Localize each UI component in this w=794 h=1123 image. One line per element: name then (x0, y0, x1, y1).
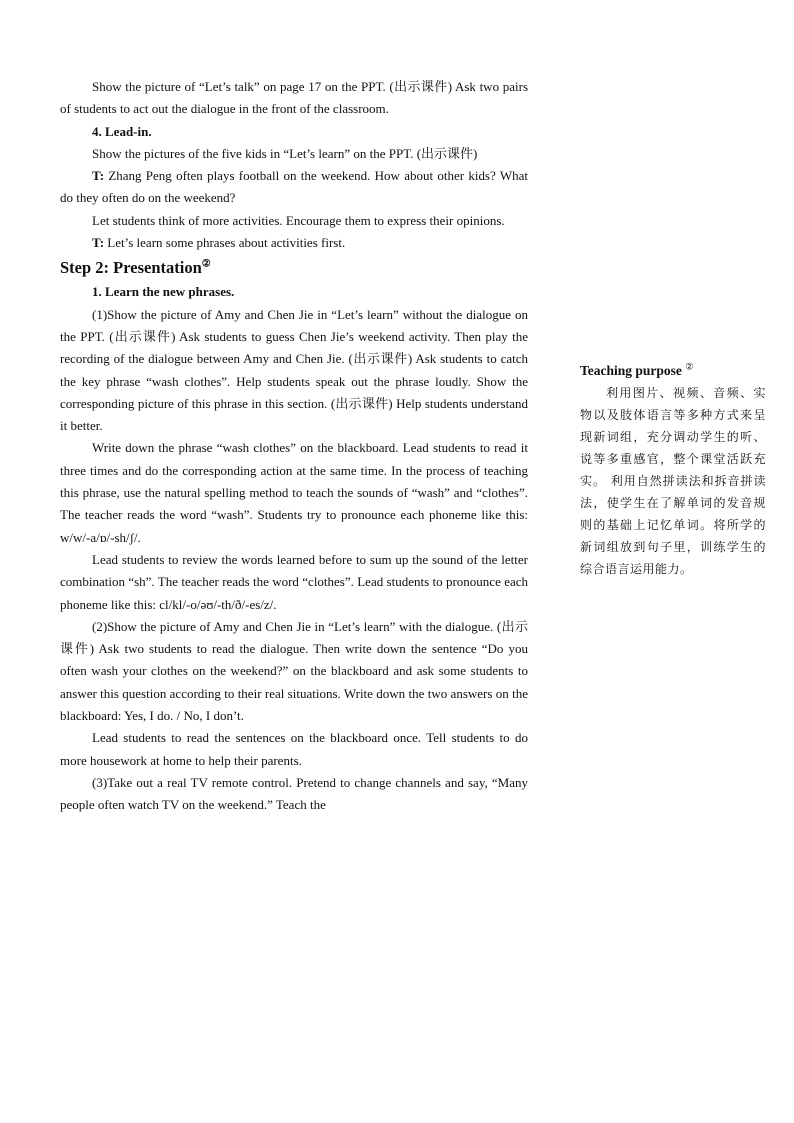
main-column (60, 76, 528, 817)
teaching-purpose-title (580, 360, 766, 382)
paragraph-housework: Lead students to read the sentences on the blackboard once. Tell students to do more housework at home to help their parents. (60, 730, 528, 768)
footnote-mark: ② (201, 258, 211, 270)
teacher-line-1-text: Zhang Peng often plays football on the weekend. How about other kids? What do they often do on the weekend? (60, 168, 528, 206)
teaching-purpose-title-text: Teaching purpose (580, 363, 682, 378)
teacher-line-1 (60, 165, 528, 210)
paragraph-five-kids: Show the pictures of the five kids in “Let’s learn” on the PPT. (出示课件) (92, 145, 478, 161)
paragraph-sh-sound: Lead students to review the words learned before to sum up the sound of the letter combination “sh”. The teacher reads the word “clothes”. Lead students to pronounce each phoneme like this: cl/kl/-o/əʊ/-th/ð/-es/z/. (60, 551, 528, 612)
paragraph-lets-talk: Show the picture of “Let’s talk” on page 17 on the PPT. (出示课件) Ask two pairs of students to act out the dialogue in the front of the classroom. (60, 79, 528, 117)
teacher-line-2 (60, 232, 528, 254)
teacher-label: T: (92, 235, 105, 251)
step-2-heading-text: Step 2: Presentation (60, 258, 202, 278)
paragraph-tv-remote: (3)Take out a real TV remote control. Pretend to change channels and say, “Many people often watch TV on the weekend.” Teach the (60, 774, 528, 813)
teacher-label: T: (92, 168, 105, 184)
paragraph-dialogue: (2)Show the picture of Amy and Chen Jie in “Let’s learn” with the dialogue. (出示课件) Ask two students to read the dialogue. Then write down the sentence “Do you often wash your clothes on the weekend?” on the blackboard and ask some students to answer this question according to their real situations. Write down the two answers on the blackboard: Yes, I do. / No, I don’t. (60, 618, 528, 724)
lead-in-heading: 4. Lead-in. (92, 123, 152, 139)
paragraph-activities: Let students think of more activities. Encourage them to express their opinions. (92, 212, 505, 228)
step-2-heading (60, 256, 528, 280)
teacher-line-2-text: Let’s learn some phrases about activities first. (104, 235, 346, 251)
teaching-purpose-body: 利用图片、视频、音频、实物以及肢体语言等多种方式来呈现新词组，充分调动学生的听、说等多重感官，整个课堂活跃充实。 利用自然拼读法和拆音拼读法，使学生在了解单词的发音规则的基础上记忆单词。将所学的新词组放到句子里，训练学生的综合语言运用能力。 (580, 386, 766, 576)
learn-phrases-heading: 1. Learn the new phrases. (92, 284, 235, 300)
footnote-mark: ② (685, 361, 694, 372)
paragraph-wash-clothes-intro: (1)Show the picture of Amy and Chen Jie in “Let’s learn” without the dialogue on the PPT. (出示课件) Ask students to guess Chen Jie’s weekend activity. Then play the recording of the dialogue between Amy and Chen Jie. (出示课件) Ask students to catch the key phrase “wash clothes”. Help students speak out the phrase loudly. Show the corresponding picture of this phrase in this section. (出示课件) Help students understand it better. (60, 306, 528, 434)
paragraph-natural-spelling: Write down the phrase “wash clothes” on the blackboard. Lead students to read it three times and do the corresponding action at the same time. In the process of teaching this phrase, use the natural spelling method to teach the sounds of “wash” and “clothes”. The teacher reads the word “wash”. Students try to pronounce each phoneme like this: w/w/-a/ɒ/-sh/ʃ/. (60, 440, 528, 545)
teaching-purpose-sidebar (580, 360, 766, 580)
